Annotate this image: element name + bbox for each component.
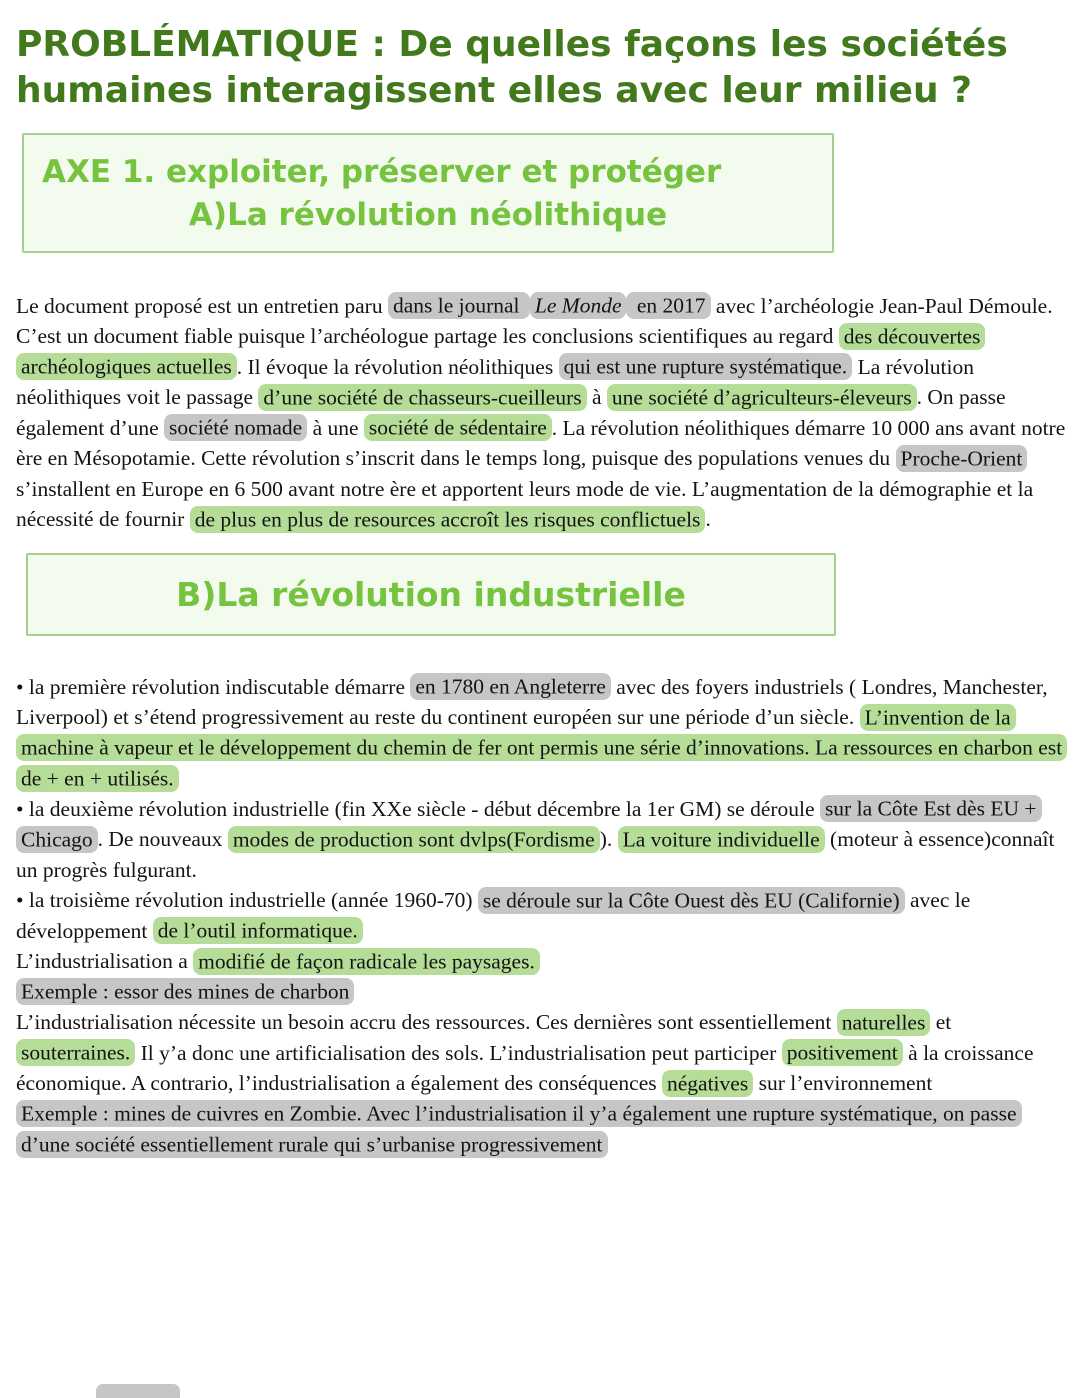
highlighted-text: L’invention de la machine à vapeur et le développement du chemin de fer ont permis une série d’innovations. La ressources en charbon est de + en + utilisés. [16,704,1067,792]
highlighted-text: société de sédentaire [364,414,552,441]
text-run: avec l’archéologie Jean-Paul Démoule. C’est un document fiable puisque l’archéologue partage les conclusions scientifiques au regard [16,293,1053,349]
highlighted-text: modifié de façon radicale les paysages. [193,948,540,975]
text-run: sur l’environnement [753,1071,933,1096]
highlighted-text: de l’outil informatique. [153,917,363,944]
highlighted-text: qui est une rupture systématique. [559,353,853,380]
highlighted-text: Proche-Orient [896,445,1028,472]
text-run: L’industrialisation a [16,949,194,974]
highlighted-text: Exemple : essor des mines de charbon [16,978,354,1005]
text-run: L’industrialisation nécessite un besoin accru des ressources. Ces dernières sont essentiellement [16,1010,837,1035]
axe1-section-box [22,133,834,253]
axe1-heading: AXE 1. exploiter, préserver et protéger [42,154,722,191]
highlighted-text: société nomade [164,414,307,441]
highlighted-text: naturelles [837,1009,931,1036]
page-title [16,22,1066,113]
text-run: à [586,385,607,410]
highlighted-text: positivement [782,1039,903,1066]
highlighted-text: modes de production sont dvlps(Fordisme [228,826,600,853]
highlighted-text: négatives [662,1070,753,1097]
text-run: à une [307,415,364,440]
highlighted-text: de plus en plus de resources accroît les risques conflictuels [190,506,706,533]
axe1-subheading-neolithique: A)La révolution néolithique [188,197,668,234]
highlighted-text: une société d’agriculteurs-éleveurs [607,384,917,411]
section-b-box [26,553,836,636]
highlighted-text: sur la Côte Est dès EU + Chicago [16,795,1042,853]
text-run: • la deuxième révolution industrielle (fin XXe siècle - début décembre la 1er GM) se déroule [16,796,820,821]
page-title-line2: humaines interagissent elles avec leur milieu ? [16,69,972,111]
text-run: ). [599,827,618,852]
highlighted-text: dans le journal [388,292,530,319]
text-run: . La révolution néolithiques démarre 10 000 ans avant notre ère en Mésopotamie. Cette révolution s’inscrit dans le temps long, puisque des populations venues du [16,415,1066,471]
page-title-line1: PROBLÉMATIQUE : De quelles façons les sociétés [16,24,1008,65]
highlighted-text: Le Monde [530,292,627,319]
highlighted-text: d’une société de chasseurs-cueilleurs [258,384,586,411]
highlighted-text: en 2017 [626,292,710,319]
highlighted-text: Exemple : mines de cuivres en Zombie. Avec l’industrialisation il y’a également une rupture systématique, on passe d’une société essentiellement rurale qui s’urbanise progressivement [16,1100,1022,1158]
text-run: • la première révolution indiscutable démarre [16,674,411,699]
highlighted-text: La voiture individuelle [618,826,825,853]
text-run: à la croissance économique. A contrario, l’industrialisation a également des conséquences [16,1040,1034,1096]
industrialisation-paragraph [16,946,1066,1160]
text-run: et [930,1010,952,1035]
highlighted-text: des découvertes archéologiques actuelles [16,323,985,381]
cutoff-highlight [96,1384,180,1398]
section-b-heading: B)La révolution industrielle [176,574,686,614]
highlighted-text: souterraines. [16,1039,135,1066]
industrielle-bullet-list [16,672,1066,947]
text-run: s’installent en Europe en 6 500 avant notre ère et apportent leurs mode de vie. L’augmentation de la démographie et la nécessité de fournir [16,476,1034,532]
text-run: avec le développement [16,888,971,943]
text-run: . Il évoque la révolution néolithiques [236,354,559,379]
text-run: Le document proposé est un entretien paru [16,293,388,318]
text-run: . [705,507,711,532]
text-run: avec des foyers industriels ( Londres, Manchester, Liverpool) et s’étend progressivement au reste du continent européen sur une période d’un siècle. [16,674,1048,730]
neolithique-paragraph [16,291,1066,535]
highlighted-text: en 1780 en Angleterre [410,673,610,700]
text-run: La révolution néolithiques voit le passage [16,354,974,410]
text-run: • la troisième révolution industrielle (année 1960-70) [16,888,478,913]
text-run: Il y’a donc une artificialisation des sols. L’industrialisation peut participer [135,1040,782,1065]
text-run: (moteur à essence)connaît un progrès fulgurant. [16,827,1055,882]
highlighted-text: se déroule sur la Côte Ouest dès EU (Californie) [478,887,905,914]
text-run: . On passe également d’une [16,385,1006,440]
text-run: . De nouveaux [97,827,228,852]
